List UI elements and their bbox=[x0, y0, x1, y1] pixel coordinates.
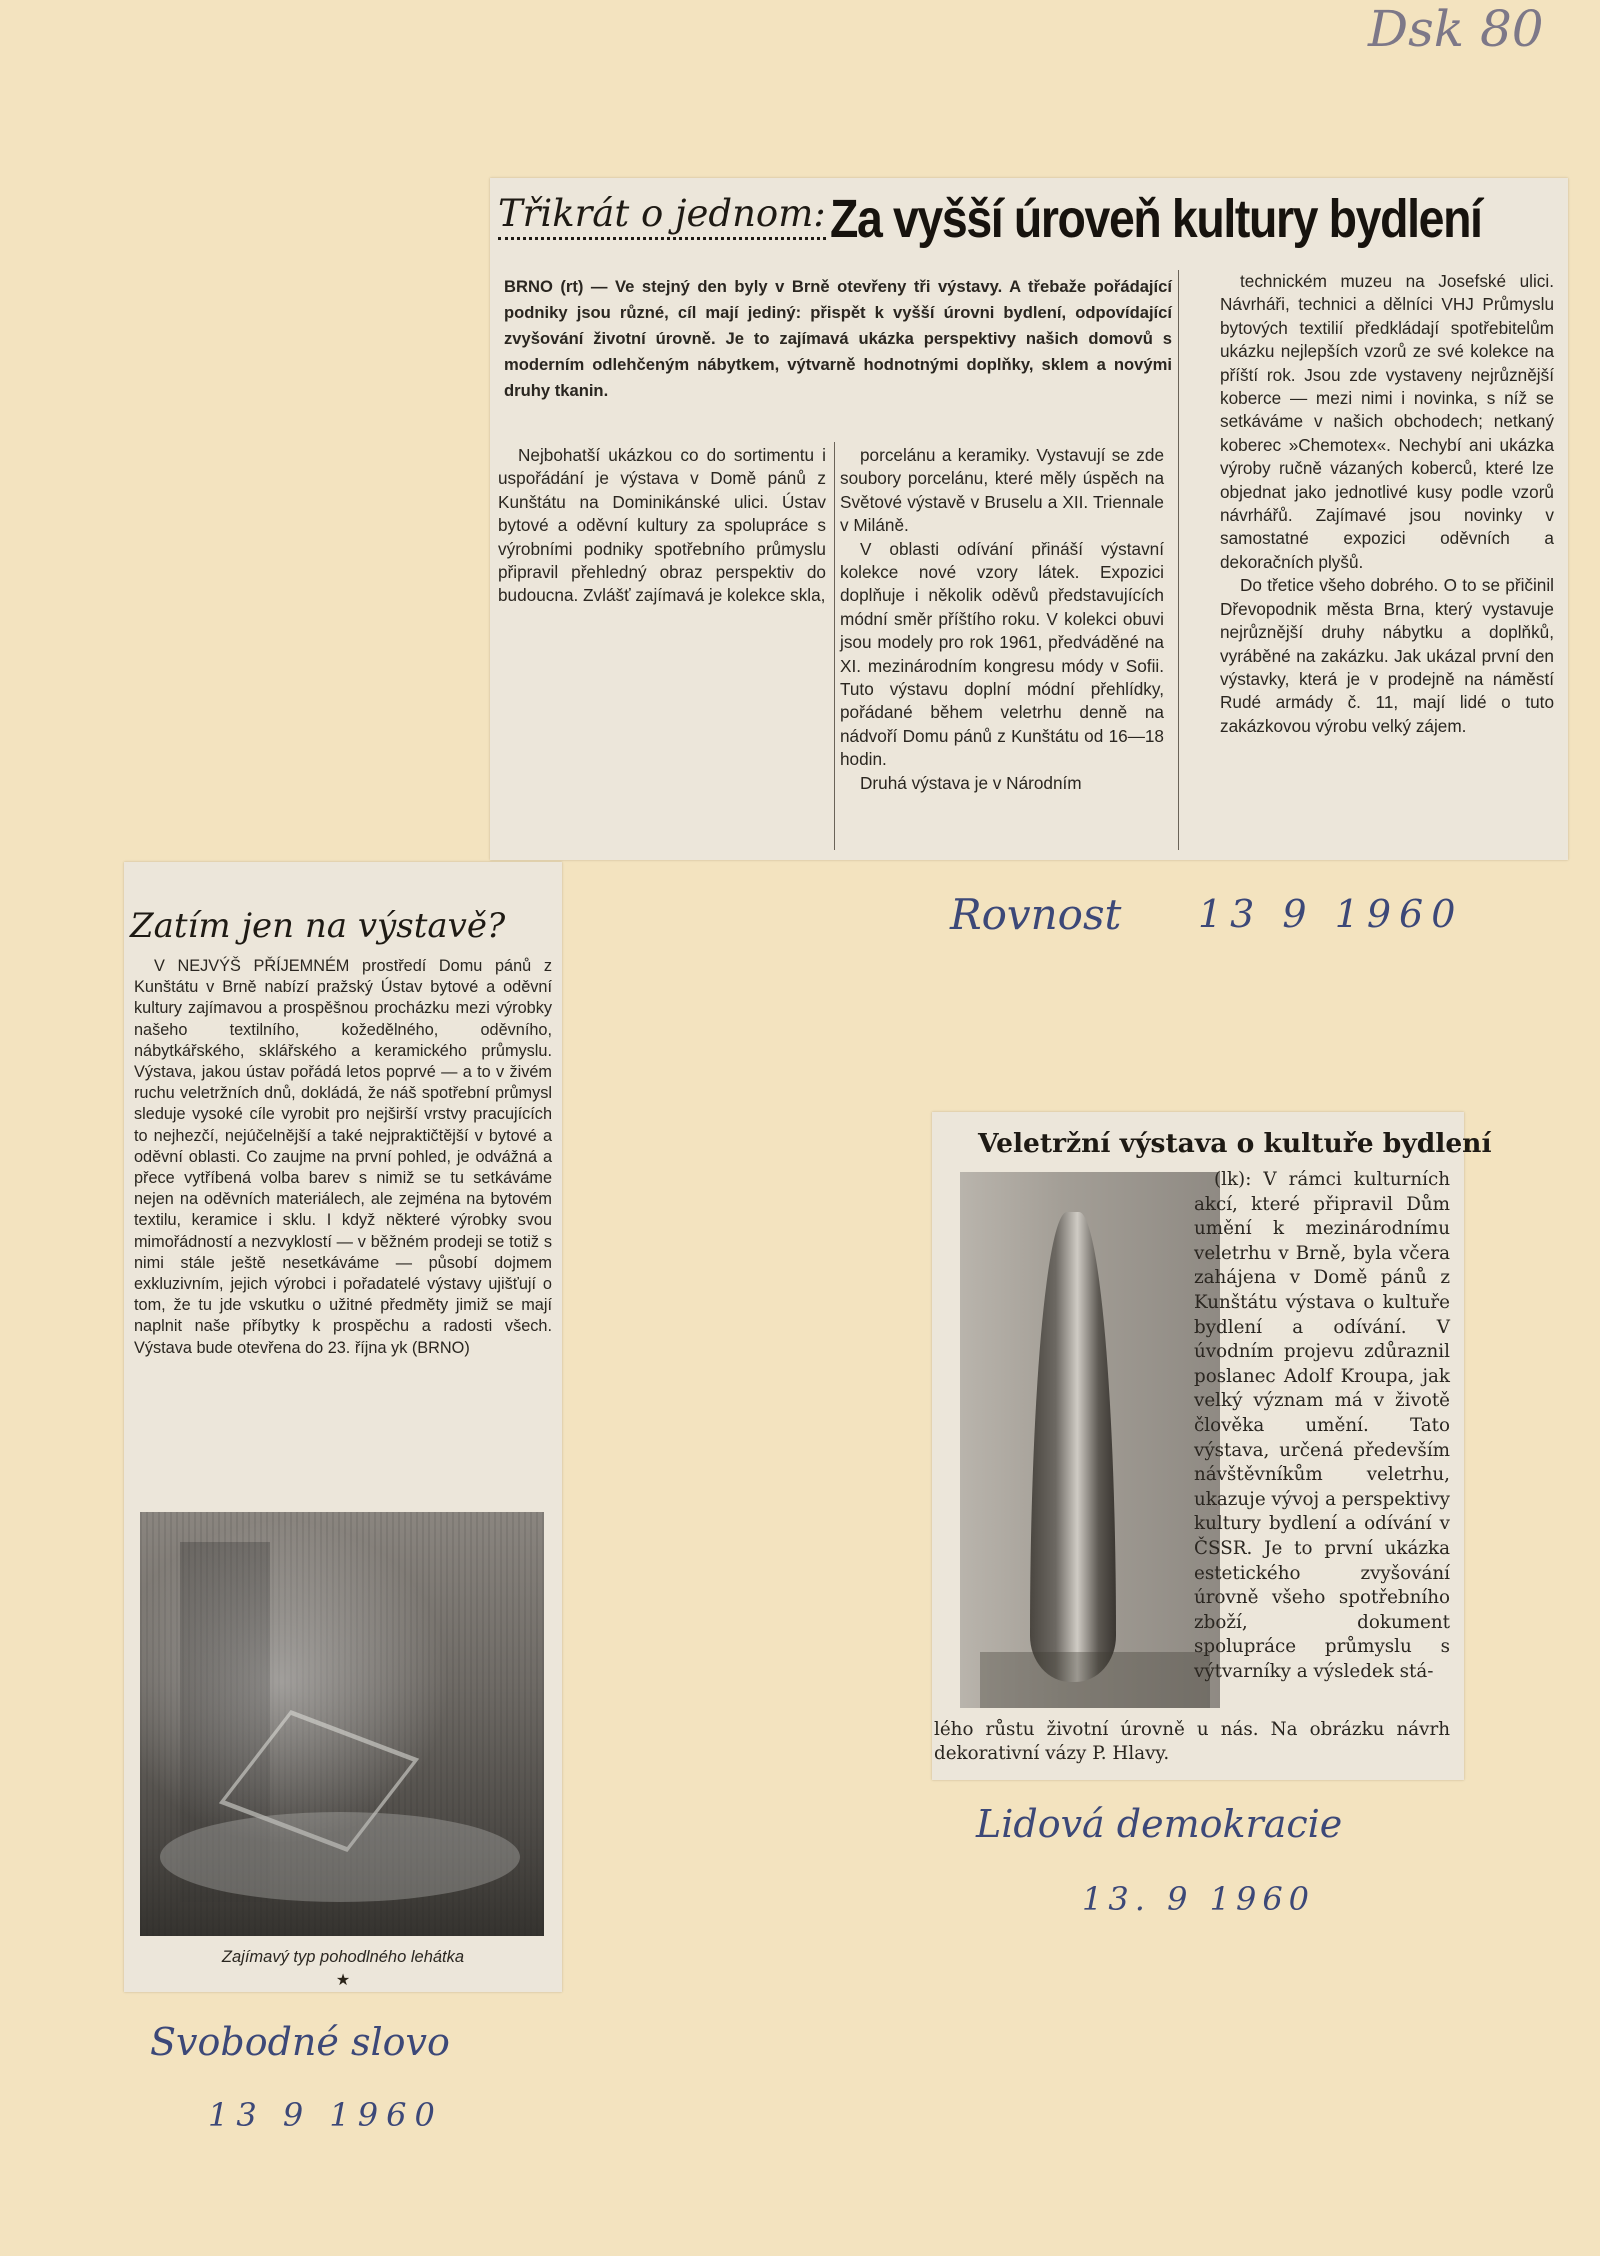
column-rule-2 bbox=[834, 442, 835, 850]
vase-shape bbox=[1030, 1212, 1116, 1682]
clipping-lidova-demokracie bbox=[932, 1112, 1492, 1780]
clipping-kicker: Třikrát o jednom: bbox=[498, 192, 826, 240]
clipping-headline: Za vyšší úroveň kultury bydlení bbox=[830, 189, 1482, 249]
handwritten-source: Rovnost bbox=[950, 890, 1122, 939]
handwritten-source: Svobodné slovo bbox=[150, 2020, 450, 2064]
paragraph: lého růstu životní úrovně u nás. Na obrázku návrh dekorativní vázy P. Hlavy. bbox=[934, 1719, 1450, 1764]
paragraph: V NEJVÝŠ PŘÍJEMNÉM prostředí Domu pánů z Kunštátu v Brně nabízí pražský Ústav bytové a oděvní kultury zajímavou a prospěšnou procházku mezi výrobky našeho textilního, kožedělného, oděvního, nábytkářského, sklářského a keramického průmyslu. Výstava, jakou ústav pořádá letos poprvé — a to v živém ruchu veletržních dnů, dokládá, že náš spotřební průmysl sleduje vysoké cíle vyrobit pro nejširší vrstvy pracujících to nejhezčí, nejúčelnější a také nejpraktičtější v bytové a oděvní oblasti. Co zaujme na první pohled, je odvážná a přece vytříbená volba barev s nimiž se tu setkáváme nejen na oděvních materiálech, ale zejména na bytovém textilu, keramice i sklu. I když některé výrobky svou mimořádností a nezvyklostí — v běžném prodeji se totiž s nimi stále ještě nesetkáváme — působí dojmem exkluzivním, jejich výrobci i pořadatelé výstavy ujišťují o tom, že tu jde vskutku o užitné předměty jimiž se mají naplnit naše příbytky k prospěchu a radosti všech. Výstava bude otevřena do 23. října yk (BRNO) bbox=[134, 957, 552, 1357]
paragraph: Do třetice všeho dobrého. O to se přičinil Dřevopodnik města Brna, který vystavuje nejrůznější druhy nábytku a doplňků, vyráběné na zakázku. Jak ukázal první den výstavky, která je v prodejně na náměstí Rudé armády č. 11, mají lidé o tuto zakázkovou výrobu velký zájem. bbox=[1220, 575, 1554, 736]
handwritten-source: Lidová demokracie bbox=[976, 1802, 1343, 1846]
handwritten-date: 13 9 1960 bbox=[208, 2096, 443, 2134]
paragraph: porcelánu a keramiky. Vystavují se zde soubory porcelánu, které měly úspěch na Světové výstavě v Bruselu a XII. Triennale v Miláně. bbox=[840, 445, 1164, 536]
clipping-col1 bbox=[498, 444, 826, 608]
photo-lounge-chair bbox=[140, 1512, 544, 1936]
clipping-col2 bbox=[840, 444, 1164, 795]
clipping-body bbox=[1194, 1168, 1450, 1684]
paragraph: Nejbohatší ukázkou co do sortimentu i uspořádání je výstava v Domě pánů z Kunštátu na Dominikánské ulici. Ústav bytové a oděvní kultury za spolupráce s výrobními podniky spotřebního průmyslu připravil přehledný obraz perspektiv do budoucna. Zvlášť zajímavá je kolekce skla, bbox=[498, 445, 826, 606]
vase-shadow bbox=[980, 1652, 1210, 1708]
handwritten-date: 13. 9 1960 bbox=[1082, 1880, 1316, 1918]
paragraph: V oblasti odívání přináší výstavní kolekce nové vzory látek. Expozici doplňuje i několik oděvů představujících módní směr příštího roku. V kolekci obuvi jsou modely pro rok 1961, předváděné na XI. mezinárodním kongresu módy v Sofii. Tuto výstavu doplní módní přehlídky, pořádané během veletrhu denně na nádvoří Domu pánů z Kunštátu od 16—18 hodin. bbox=[840, 538, 1164, 770]
clipping-headline: Veletržní výstava o kultuře bydlení bbox=[978, 1128, 1492, 1159]
paragraph: (lk): V rámci kulturních akcí, které připravil Dům umění k mezinárodnímu veletrhu v Brně, byla včera zahájena v Domě pánů z Kunštátu výstava o kultuře bydlení a odívání. V úvodním projevu zdůraznil poslanec Adolf Kroupa, jak velký význam má v životě člověka umění. Tato výstava, určená především návštěvníkům veletrhu, ukazuje vývoj a perspektivy kultury bydlení a odívání v ČSSR. Je to první ukázka estetického zvyšování úrovně všeho spotřebního zboží, dokument spolupráce průmyslu s výtvarníky a výsledek stá- bbox=[1194, 1169, 1450, 1682]
clipping-col3 bbox=[1220, 270, 1554, 738]
star-ornament: ★ bbox=[335, 1970, 351, 1989]
paragraph: Druhá výstava je v Národním bbox=[860, 772, 1082, 793]
column-rule-1 bbox=[1178, 270, 1179, 850]
clipping-headline: Zatím jen na výstavě? bbox=[130, 906, 506, 946]
clipping-body bbox=[134, 956, 552, 1359]
clipping-rovnost bbox=[490, 178, 1568, 860]
handwritten-date: 13 9 1960 bbox=[1198, 892, 1464, 936]
clipping-svobodne-slovo bbox=[124, 862, 562, 1992]
photo-caption: Zajímavý typ pohodlného lehátka bbox=[221, 1948, 465, 1966]
paragraph: technickém muzeu na Josefské ulici. Návrháři, technici a dělníci VHJ Průmyslu bytových textilií předkládají spotřebitelům ukázku nejlepších vzorů ze své kolekce na příští rok. Jsou zde vystaveny nejrůznější koberce — mezi nimi i novinka, s níž se setkáváme v našich obchodech; netkaný koberec »Chemotex«. Nechybí ani ukázka výroby ručně vázaných koberců, které lze objednat jako jednotlivé kusy podle vzorů návrhářů. Zajímavé jsou novinky v samostatné expozici oděvních a dekoračních plyšů. bbox=[1220, 271, 1554, 572]
archive-mark: Dsk 80 bbox=[1368, 0, 1544, 58]
photo-decorative-vase bbox=[960, 1172, 1220, 1708]
photo-floor bbox=[160, 1812, 520, 1902]
clipping-body-continued bbox=[934, 1718, 1450, 1766]
clipping-lead: BRNO (rt) — Ve stejný den byly v Brně otevřeny tři výstavy. A třebaže pořádající podniky jsou různé, cíl mají jediný: přispět k vyšší úrovni bydlení, odpovídající zvyšování životní úrovně. Je to zajímavá ukázka perspektivy našich domovů s moderním odlehčeným nábytkem, výtvarně hodnotnými doplňky, sklem a novými druhy tkanin. bbox=[504, 277, 1172, 400]
